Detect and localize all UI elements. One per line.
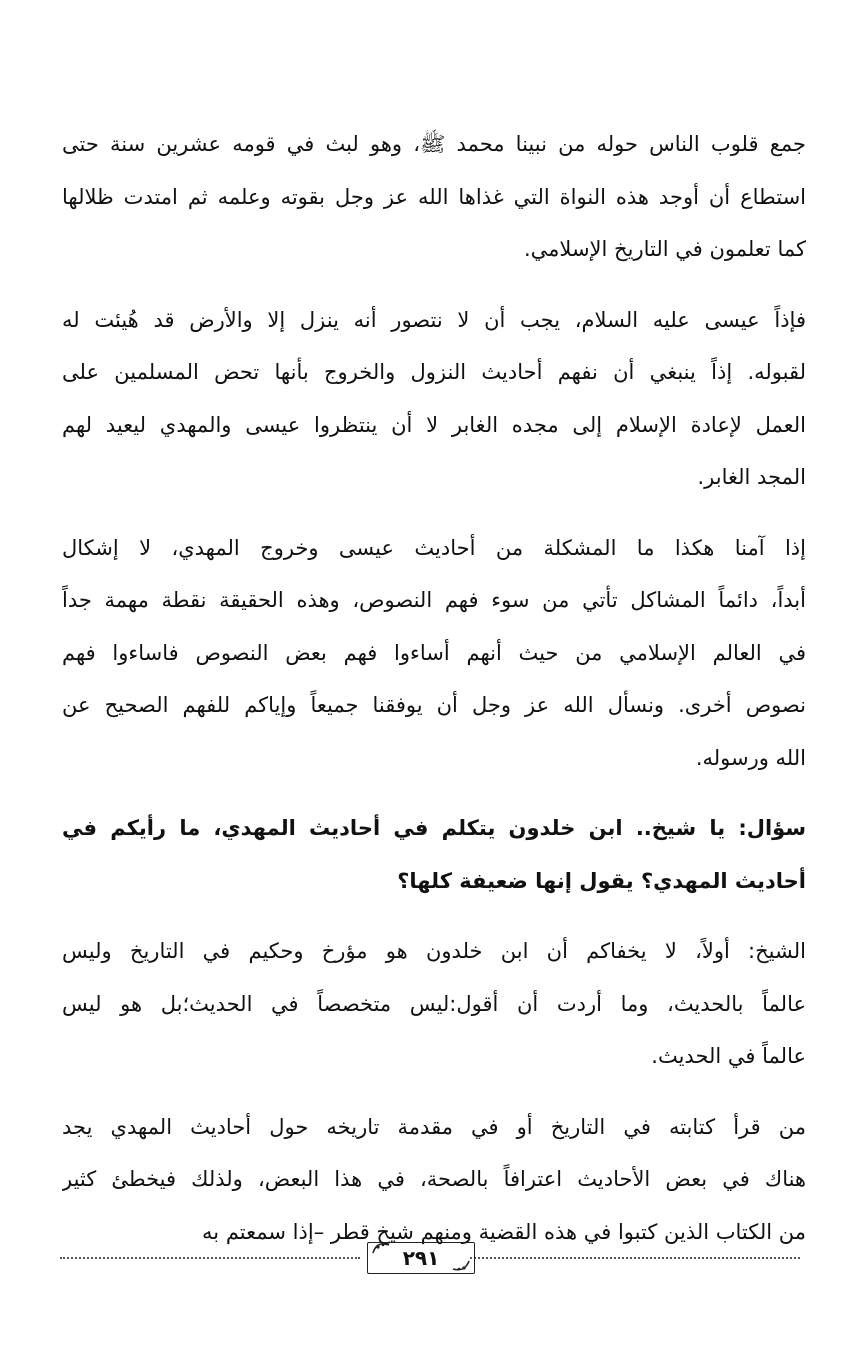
body-text [62, 118, 806, 1276]
text-line: من قرأ كتابته في التاريخ أو في مقدمة تاريخه حول أحاديث المهدي يجد [62, 1114, 806, 1139]
paragraph [62, 925, 806, 1083]
text-line: إذا آمنا هكذا ما المشكلة من أحاديث عيسى وخروج المهدي، لا إشكال [62, 535, 806, 560]
paragraph [62, 118, 806, 276]
page-number-frame [367, 1242, 475, 1274]
text-line: عالماً في الحديث. [651, 1044, 806, 1068]
text-line: استطاع أن أوجد هذه النواة التي غذاها الله عز وجل بقوته وعلمه ثم امتدت ظلالها [62, 184, 806, 209]
text-line: الشيخ: أولاً، لا يخفاكم أن ابن خلدون هو مؤرخ وحكيم في التاريخ وليس [62, 939, 806, 963]
paragraph [62, 802, 806, 907]
footer-dotted-rule-right [470, 1257, 800, 1259]
paragraph [62, 1101, 806, 1259]
text-line: في العالم الإسلامي من حيث أنهم أساءوا فهم بعض النصوص فاساءوا فهم [62, 640, 806, 665]
page-number: ٢٩١ [402, 1246, 440, 1270]
text-line: فإذاً عيسى عليه السلام، يجب أن لا نتصور أنه ينزل إلا والأرض قد هُيئت له [62, 307, 806, 332]
text-line: نصوص أخرى. ونسأل الله عز وجل أن يوفقنا جميعاً وإياكم للفهم الصحيح عن [62, 693, 806, 717]
footer-dotted-rule-left [60, 1257, 360, 1259]
text-line: الله ورسوله. [695, 745, 806, 770]
paragraph [62, 522, 806, 785]
text-line: هناك في بعض الأحاديث اعترافاً بالصحة، في هذا البعض، ولذلك فيخطئ كثير [62, 1167, 806, 1191]
text-line: عالماً بالحديث، وما أردت أن أقول:ليس متخصصاً في الحديث؛بل هو ليس [62, 991, 806, 1016]
text-line: جمع قلوب الناس حوله من نبينا محمد ﷺ، وهو لبث في قومه عشرين سنة حتى [62, 132, 806, 156]
text-line: من الكتاب الذين كتبوا في هذه القضية ومنهم شيخ قطر –إذا سمعتم به [202, 1219, 806, 1244]
text-line: لقبوله. إذاً ينبغي أن نفهم أحاديث النزول والخروج بأنها تحض المسلمين على [62, 360, 806, 384]
text-line: سؤال: يا شيخ.. ابن خلدون يتكلم في أحاديث المهدي، ما رأيكم في [62, 816, 806, 840]
text-line: العمل لإعادة الإسلام إلى مجده الغابر لا أن ينتظروا عيسى والمهدي ليعيد لهم [62, 412, 806, 437]
text-line: أحاديث المهدي؟ يقول إنها ضعيفة كلها؟ [397, 868, 806, 893]
corner-ornament-icon [452, 1259, 470, 1273]
page-footer [60, 1240, 800, 1280]
paragraph [62, 294, 806, 504]
text-line: كما تعلمون في التاريخ الإسلامي. [524, 237, 806, 261]
text-line: المجد الغابر. [697, 465, 806, 489]
text-line: أبداً، دائماً المشاكل تأتي من سوء فهم النصوص، وهذه الحقيقة نقطة مهمة جداً [62, 588, 806, 612]
